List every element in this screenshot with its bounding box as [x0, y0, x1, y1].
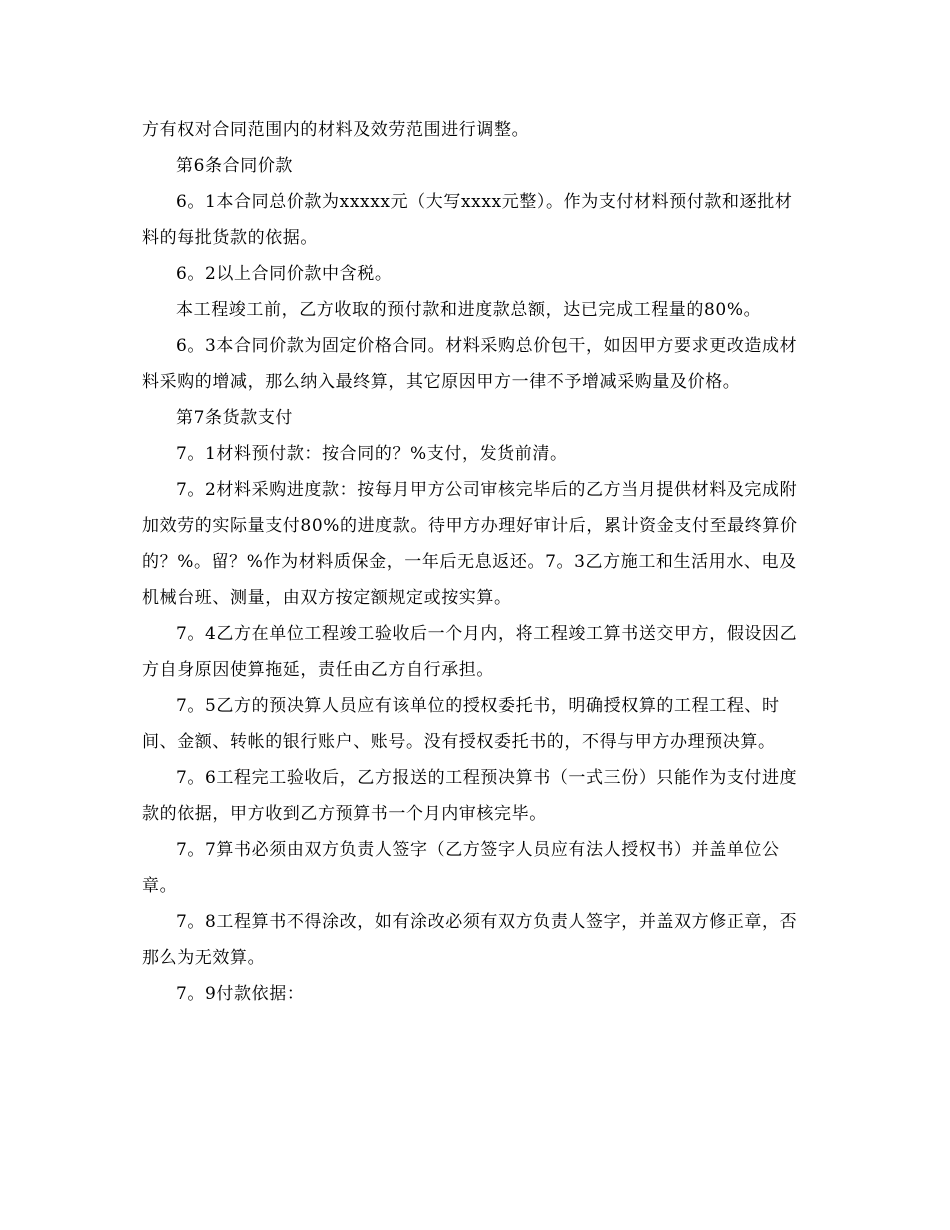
paragraph-7-9: 7。9付款依据：	[176, 984, 305, 1004]
heading-article-6: 第6条合同价款	[176, 156, 294, 176]
paragraph-7-4: 7。4乙方在单位工程竣工验收后一个月内，将工程竣工算书送交甲方，假设因乙方自身原因使算拖延，责任由乙方自行承担。	[142, 624, 798, 680]
paragraph-6-2: 6。2以上合同价款中含税。	[176, 264, 393, 284]
paragraph-7-7: 7。7算书必须由双方负责人签字（乙方签字人员应有法人授权书）并盖单位公章。	[142, 840, 780, 896]
paragraph-7-8: 7。8工程算书不得涂改，如有涂改必须有双方负责人签字，并盖双方修正章，否那么为无效算。	[142, 912, 798, 968]
paragraph-6-3: 6。3本合同价款为固定价格合同。材料采购总价包干，如因甲方要求更改造成材料采购的增减，那么纳入最终算，其它原因甲方一律不予增减采购量及价格。	[142, 336, 798, 392]
paragraph-scope-adjustment: 方有权对合同范围内的材料及效劳范围进行调整。	[142, 120, 530, 140]
paragraph-7-1: 7。1材料预付款：按合同的？%支付，发货前清。	[176, 444, 568, 464]
heading-article-7: 第7条货款支付	[176, 408, 294, 428]
paragraph-7-6: 7。6工程完工验收后，乙方报送的工程预决算书（一式三份）只能作为支付进度款的依据，甲方收到乙方预算书一个月内审核完毕。	[142, 768, 798, 824]
paragraph-7-2: 7。2材料采购进度款：按每月甲方公司审核完毕后的乙方当月提供材料及完成附加效劳的实际量支付80%的进度款。待甲方办理好审计后，累计资金支付至最终算价的？%。留？%作为材料质保金，一年后无息返还。7。3乙方施工和生活用水、电及机械台班、测量，由双方按定额规定或按实算。	[142, 480, 798, 608]
paragraph-7-5: 7。5乙方的预决算人员应有该单位的授权委托书，明确授权算的工程工程、时间、金额、转帐的银行账户、账号。没有授权委托书的，不得与甲方办理预决算。	[142, 696, 780, 752]
paragraph-progress-payment: 本工程竣工前，乙方收取的预付款和进度款总额，达已完成工程量的80%。	[176, 300, 762, 320]
paragraph-6-1: 6。1本合同总价款为xxxxx元（大写xxxx元整）。作为支付材料预付款和逐批材料的每批货款的依据。	[142, 192, 793, 248]
document-body	[142, 112, 808, 1012]
